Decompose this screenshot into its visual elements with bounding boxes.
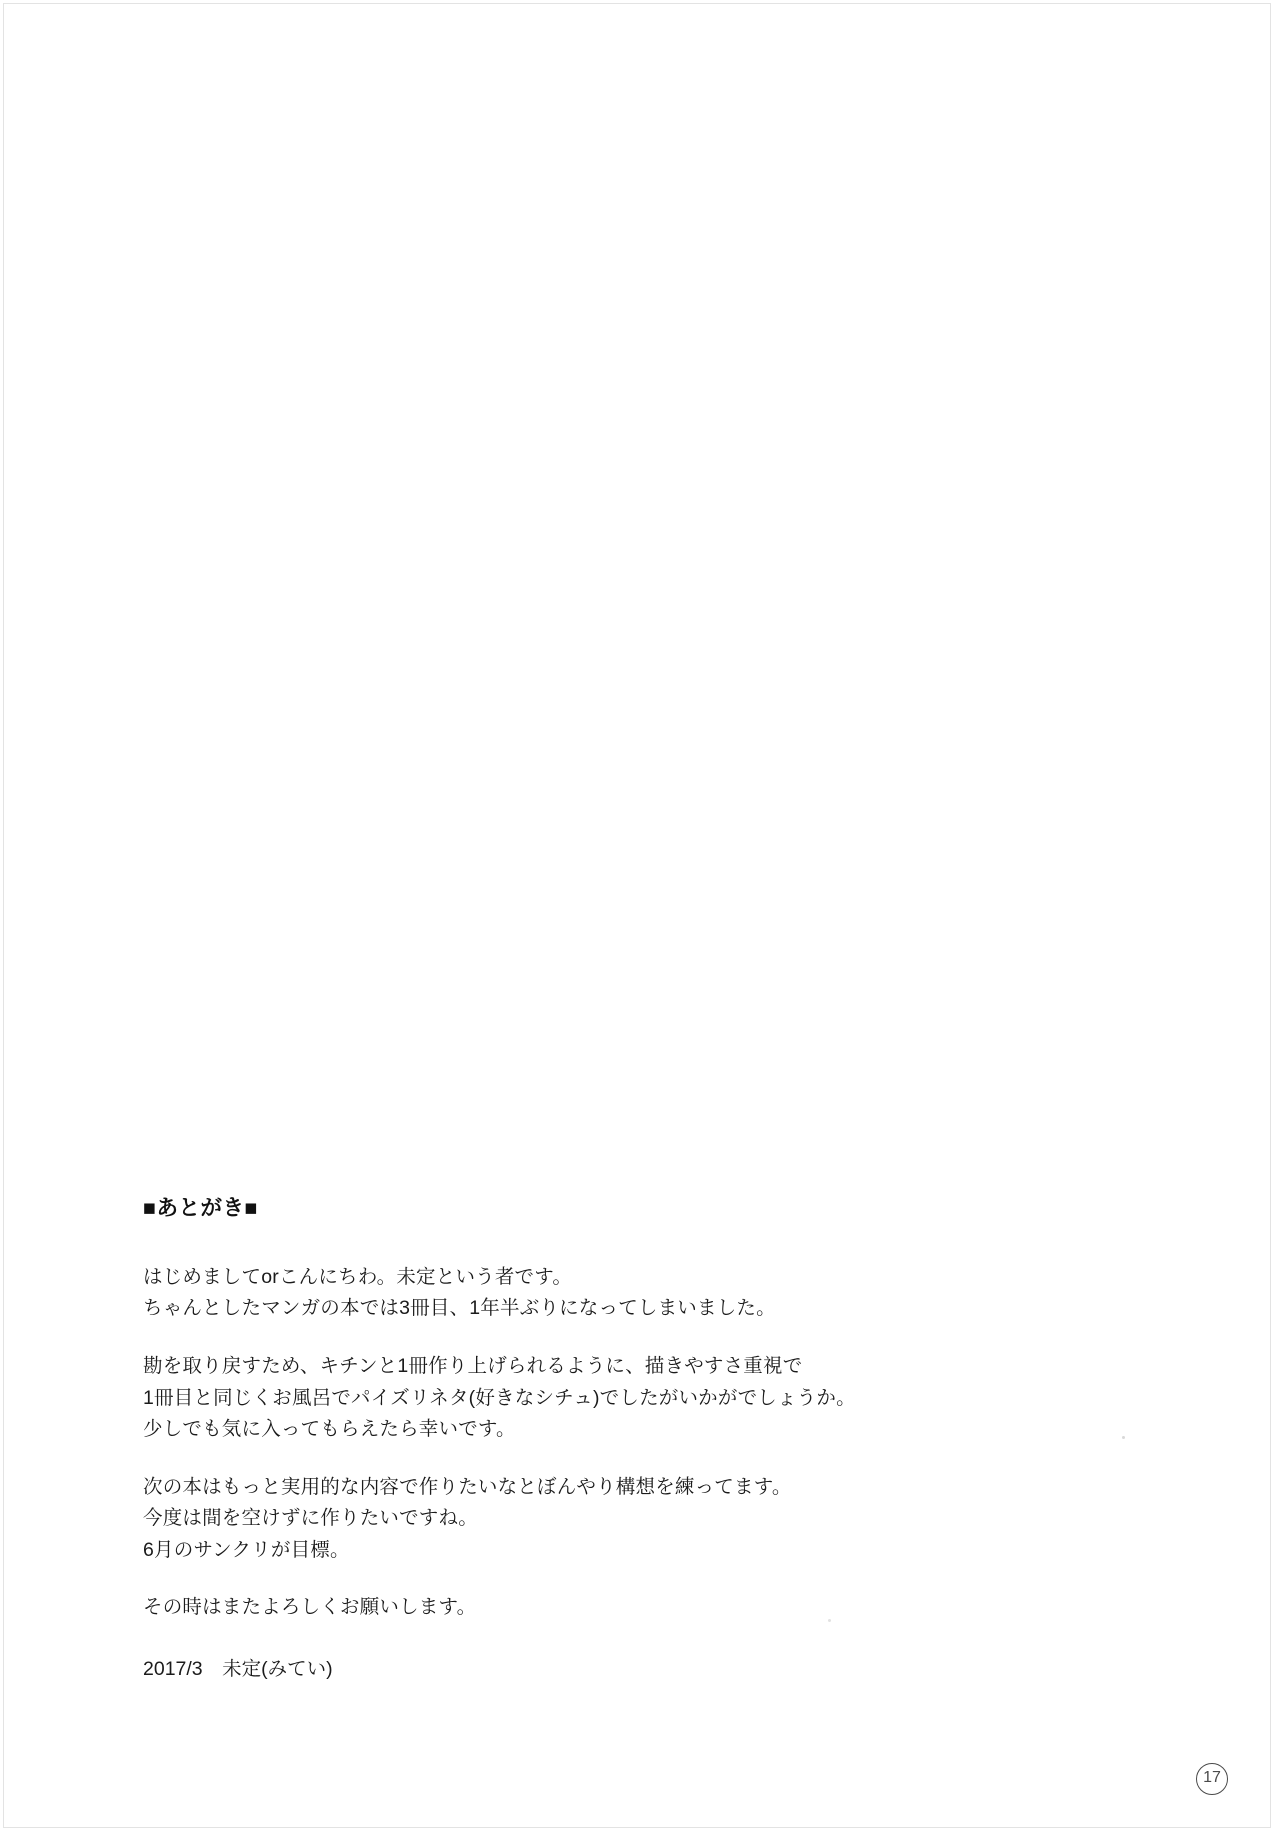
afterword-paragraph [143,1592,1063,1624]
scan-speck [1122,1436,1125,1439]
afterword-paragraph [143,1351,1063,1446]
afterword-line: その時はまたよろしくお願いします。 [143,1596,477,1619]
afterword-line: 少しでも気に入ってもらえたら幸いです。 [143,1418,516,1441]
afterword-line: 今度は間を空けずに作りたいですね。 [143,1507,478,1530]
afterword-line: 1冊目と同じくお風呂でパイズリネタ(好きなシチュ)でしたがいかがでしょうか。 [143,1386,856,1409]
afterword-line: 6月のサンクリが目標。 [143,1538,350,1561]
afterword-paragraph [143,1472,1063,1567]
afterword-line: 勘を取り戻すため、キチンと1冊作り上げられるように、描きやすさ重視で [143,1354,803,1377]
afterword-line: 次の本はもっと実用的な内容で作りたいなとぼんやり構想を練ってます。 [143,1475,792,1498]
afterword-line: ちゃんとしたマンガの本では3冊目、1年半ぶりになってしまいました。 [143,1297,776,1320]
afterword-section [143,1196,1063,1685]
afterword-heading: ■あとがき■ [143,1196,258,1220]
page-number: 17 [1196,1763,1228,1795]
afterword-signature: 2017/3 未定(みてい) [143,1658,333,1680]
afterword-paragraph [143,1262,1063,1325]
afterword-line: はじめましてorこんにちわ。未定という者です。 [143,1265,573,1288]
